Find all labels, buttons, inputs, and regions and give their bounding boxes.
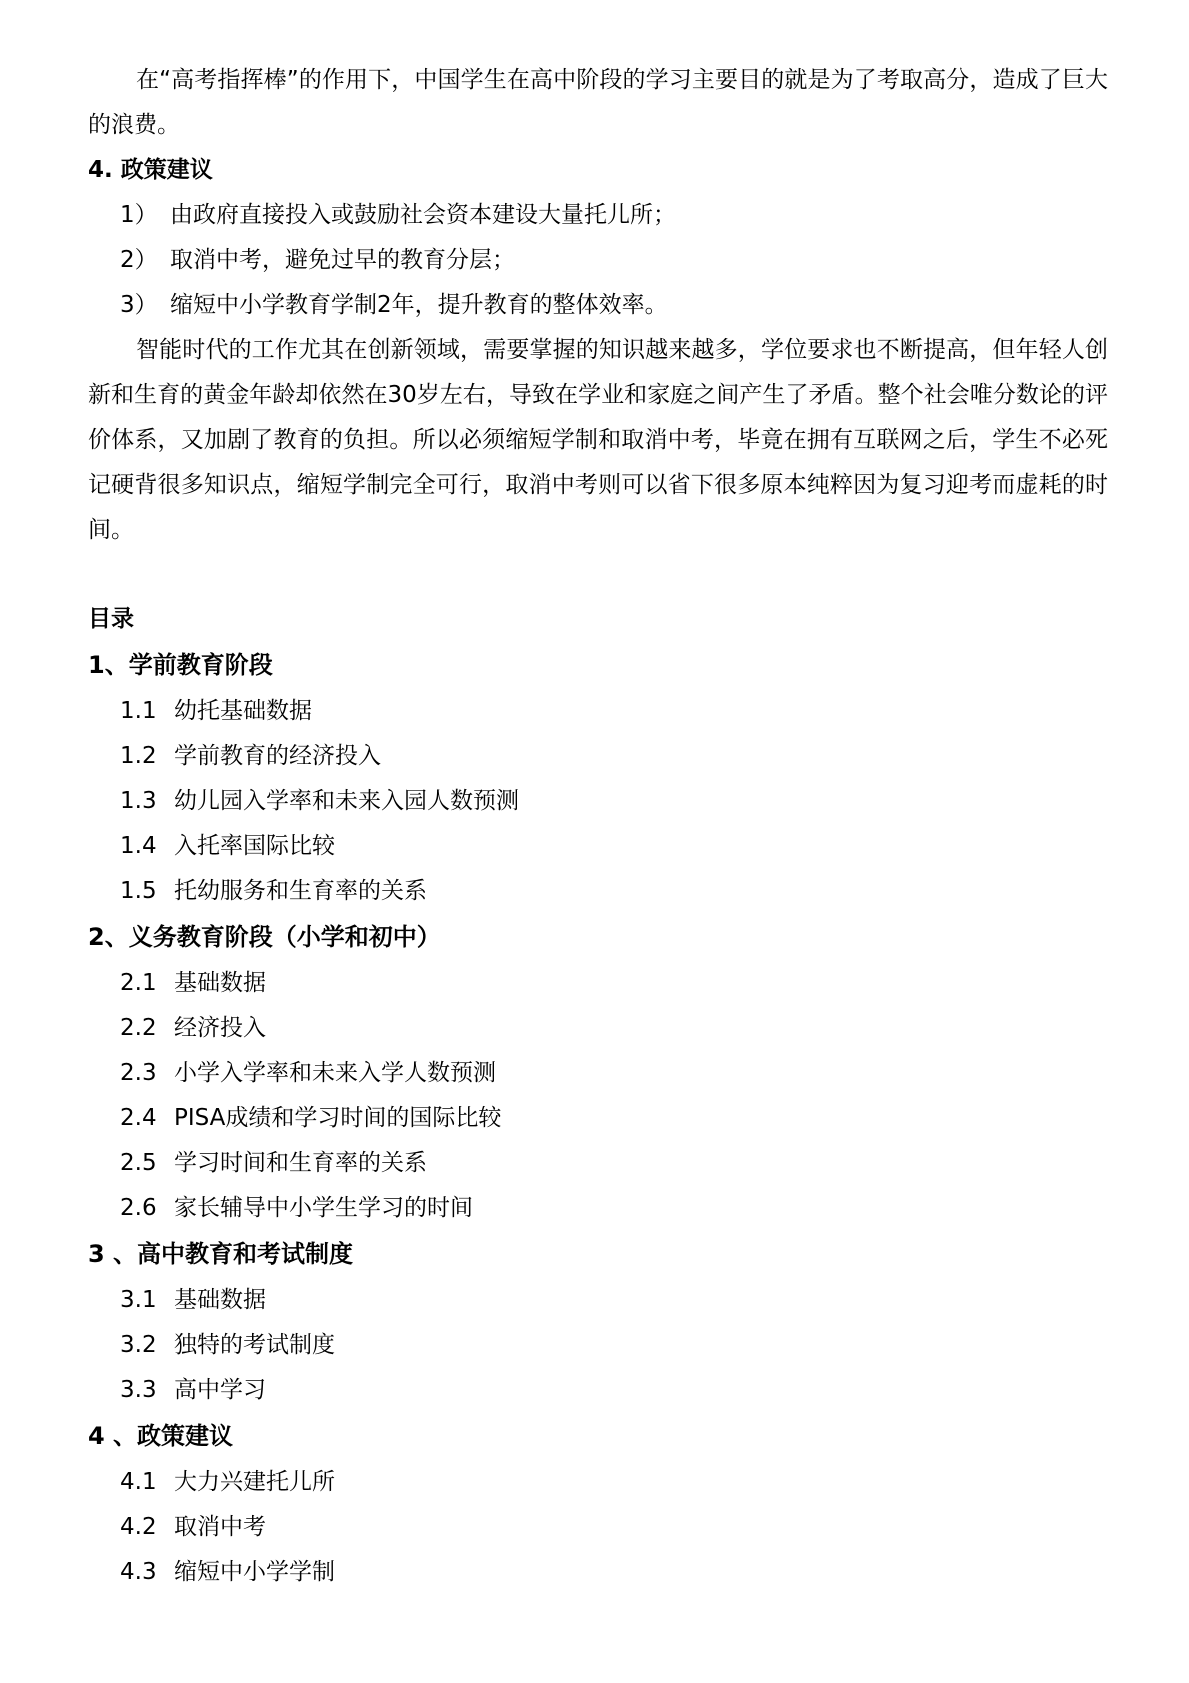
toc-entry-text: 幼托基础数据: [174, 698, 312, 724]
toc-entry-text: 基础数据: [174, 970, 266, 996]
toc-entry-number: 1.2: [120, 743, 157, 769]
policy-item: [88, 283, 1108, 328]
toc-entry: [88, 1141, 1108, 1186]
toc-entry: [88, 1186, 1108, 1231]
policy-heading: 4. 政策建议: [88, 157, 213, 183]
toc-entry-number: 4.1: [120, 1469, 157, 1495]
policy-item-text: 取消中考，避免过早的教育分层；: [170, 247, 515, 273]
toc-entry-number: 2.6: [120, 1195, 157, 1221]
toc-entry-text: 小学入学率和未来入学人数预测: [174, 1060, 496, 1086]
toc-entry: [88, 961, 1108, 1006]
toc-entry-number: 4.2: [120, 1514, 157, 1540]
toc-section-title: 3 、高中教育和考试制度: [88, 1240, 354, 1268]
policy-item-text: 缩短中小学教育学制2年，提升教育的整体效率。: [170, 292, 668, 318]
toc-entry-number: 3.2: [120, 1332, 157, 1358]
toc-section-title: 1、学前教育阶段: [88, 651, 273, 679]
policy-item: [88, 238, 1108, 283]
toc-entry: [88, 1460, 1108, 1505]
policy-item-text: 由政府直接投入或鼓励社会资本建设大量托儿所；: [170, 202, 676, 228]
toc-entry-text: 幼儿园入学率和未来入园人数预测: [174, 788, 519, 814]
toc-entry-number: 2.4: [120, 1105, 157, 1131]
toc-entry: [88, 1550, 1108, 1595]
toc-entry: [88, 1278, 1108, 1323]
toc-entry-number: 2.3: [120, 1060, 157, 1086]
toc-entry-text: 缩短中小学学制: [174, 1559, 335, 1585]
toc-entry-text: 大力兴建托儿所: [174, 1469, 335, 1495]
toc-entry-text: 独特的考试制度: [174, 1332, 335, 1358]
intro-paragraph: 在“高考指挥棒”的作用下，中国学生在高中阶段的学习主要目的就是为了考取高分，造成了巨大的浪费。: [88, 67, 1108, 138]
toc-entry-text: 经济投入: [174, 1015, 266, 1041]
toc-entry: [88, 1368, 1108, 1413]
toc-entry-number: 1.5: [120, 878, 157, 904]
toc-entry-text: 家长辅导中小学生学习的时间: [174, 1195, 473, 1221]
toc-section-title: 4 、政策建议: [88, 1422, 234, 1450]
policy-item-number: 3）: [120, 292, 158, 318]
document-page: [88, 58, 1108, 1595]
toc-entry-number: 2.2: [120, 1015, 157, 1041]
toc-entry-number: 3.1: [120, 1287, 157, 1313]
toc-entry-text: 学前教育的经济投入: [174, 743, 381, 769]
policy-item: [88, 193, 1108, 238]
toc-entry-number: 4.3: [120, 1559, 157, 1585]
toc-entry: [88, 1096, 1108, 1141]
toc-entry-number: 1.1: [120, 698, 157, 724]
toc-entry: [88, 1505, 1108, 1550]
toc-entry-text: 学习时间和生育率的关系: [174, 1150, 427, 1176]
section-spacer: [88, 553, 1108, 597]
toc-entry: [88, 869, 1108, 914]
toc-entry: [88, 824, 1108, 869]
toc-entry-number: 1.3: [120, 788, 157, 814]
toc-entry: [88, 779, 1108, 824]
toc-entry-number: 3.3: [120, 1377, 157, 1403]
closing-paragraph: 智能时代的工作尤其在创新领域，需要掌握的知识越来越多，学位要求也不断提高，但年轻人创新和生育的黄金年龄却依然在30岁左右，导致在学业和家庭之间产生了矛盾。整个社会唯分数论的评价体系，又加剧了教育的负担。所以必须缩短学制和取消中考，毕竟在拥有互联网之后，学生不必死记硬背很多知识点，缩短学制完全可行，取消中考则可以省下很多原本纯粹因为复习迎考而虚耗的时间。: [88, 337, 1108, 543]
policy-item-number: 1）: [120, 202, 158, 228]
toc-entry-number: 2.5: [120, 1150, 157, 1176]
toc-entry-number: 2.1: [120, 970, 157, 996]
toc-entry-text: 高中学习: [174, 1377, 266, 1403]
toc-entry: [88, 1006, 1108, 1051]
toc-entry: [88, 1051, 1108, 1096]
toc-title: 目录: [88, 606, 134, 632]
toc-entry: [88, 1323, 1108, 1368]
toc-entry-number: 1.4: [120, 833, 157, 859]
toc-entry-text: PISA成绩和学习时间的国际比较: [174, 1105, 502, 1131]
toc-entry: [88, 689, 1108, 734]
toc-entry-text: 入托率国际比较: [174, 833, 335, 859]
toc-entry-text: 托幼服务和生育率的关系: [174, 878, 427, 904]
toc-entry-text: 取消中考: [174, 1514, 266, 1540]
toc-entry-text: 基础数据: [174, 1287, 266, 1313]
policy-item-number: 2）: [120, 247, 158, 273]
toc-section-title: 2、义务教育阶段（小学和初中）: [88, 923, 441, 951]
toc-entry: [88, 734, 1108, 779]
